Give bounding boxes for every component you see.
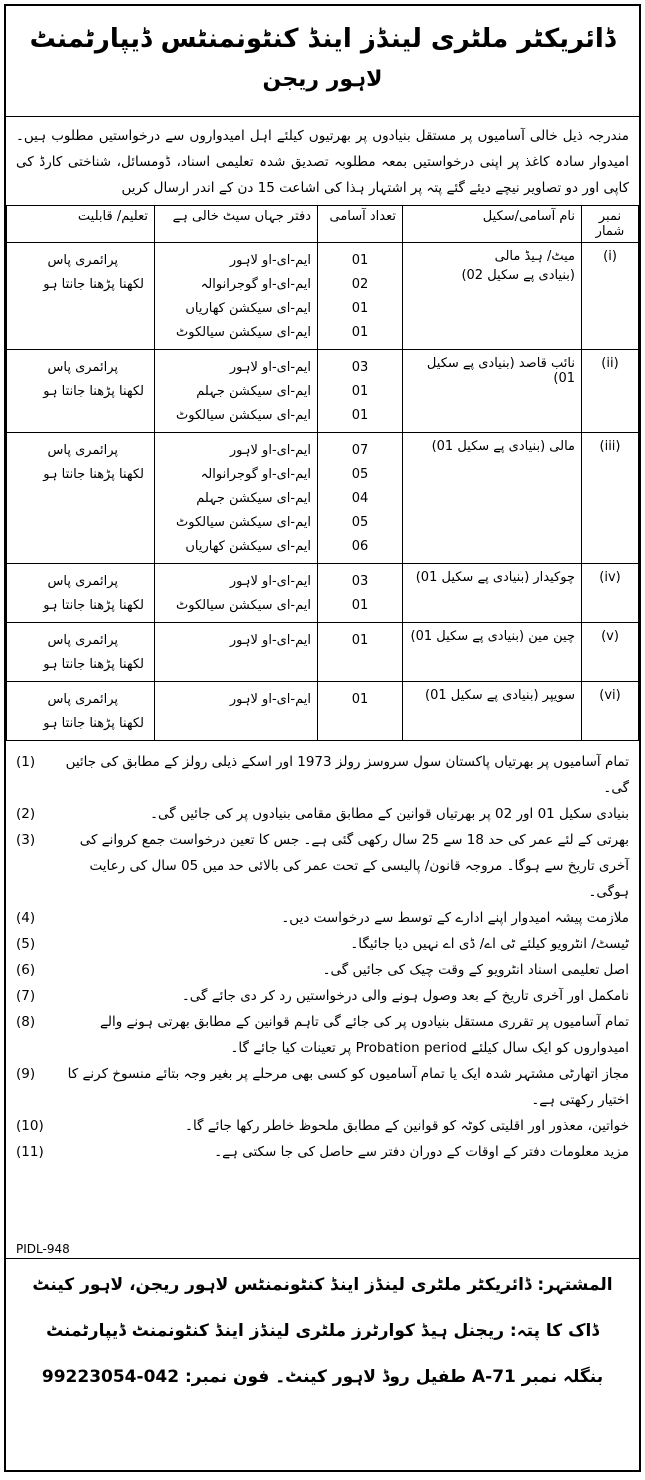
table-row [7, 350, 639, 433]
qualification-text: پرائمری پاس [47, 692, 118, 707]
note-number: (11) [16, 1144, 44, 1160]
qualification-text: پرائمری پاس [47, 253, 118, 268]
qualification-text: لکھنا پڑھنا جانتا ہو [43, 657, 144, 672]
count-value: 06 [351, 539, 369, 554]
qualification-text: پرائمری پاس [47, 574, 118, 589]
qualification-text: پرائمری پاس [47, 633, 118, 648]
advertiser-line: المشتہر: ڈائریکٹر ملٹری لینڈز اینڈ کنٹونمنٹس لاہور ریجن، لاہور کینٹ [32, 1275, 613, 1295]
post-cell [403, 243, 582, 350]
office-name: ایم-ای سیکشن سیالکوٹ [176, 515, 311, 530]
qualification-text: لکھنا پڑھنا جانتا ہو [43, 598, 144, 613]
office-name: ایم-ای-او لاہور [229, 692, 311, 707]
count-value: 05 [351, 467, 369, 482]
count-cell [318, 433, 403, 564]
count-value: 03 [351, 360, 369, 375]
qualification-cell [7, 682, 155, 741]
note-text: تمام آسامیوں پر بھرتیاں پاکستان سول سروسز رولز 1973 اور اسکے ذیلی رولز کے مطابق کی جائیں گی۔ [65, 754, 629, 796]
pidl-code: PIDL-948 [16, 1242, 70, 1256]
qualification-cell [7, 433, 155, 564]
note-item [16, 983, 629, 1009]
note-number: (1) [16, 754, 36, 770]
count-cell [318, 623, 403, 682]
vacancies-table [6, 205, 639, 741]
post-cell [403, 623, 582, 682]
note-text: ٹیسٹ/ انٹرویو کیلئے ٹی اے/ ڈی اے نہیں دیا جائیگا۔ [350, 936, 629, 952]
serial-cell: (vi) [582, 682, 639, 741]
note-item [16, 801, 629, 827]
post-name: چین مین (بنیادی پے سکیل 01) [410, 629, 575, 644]
office-name: ایم-ای-او لاہور [229, 360, 311, 375]
page-title: ڈائریکٹر ملٹری لینڈز اینڈ کنٹونمنٹس ڈیپارٹمنٹ [29, 24, 616, 54]
intro-paragraph: مندرجہ ذیل خالی آسامیوں پر مستقل بنیادوں پر بھرتیوں کیلئے اہل امیدواروں سے درخواستیں مطلوب ہیں۔ امیدوار سادہ کاغذ پر اپنی درخواستیں بمعہ مطلوبہ تصدیق شدہ تعلیمی اسناد، ڈومسائل، شناختی کارڈ کی کاپی اور دو تصاویر نیچے دیئے گئے پتہ پر اشتہار ہذا کی اشاعت 15 دن کے اندر ارسال کریں [16, 128, 629, 196]
post-name: چوکیدار (بنیادی پے سکیل 01) [415, 570, 575, 585]
count-cell [318, 350, 403, 433]
note-number: (3) [16, 832, 36, 848]
note-text: مزید معلومات دفتر کے اوقات کے دوران دفتر سے حاصل کی جا سکتی ہے۔ [214, 1144, 629, 1160]
table-row [7, 243, 639, 350]
count-cell [318, 564, 403, 623]
note-item [16, 957, 629, 983]
table-header-row [7, 206, 639, 243]
count-value: 07 [351, 443, 369, 458]
post-name: میٹ/ ہیڈ مالی [494, 249, 575, 264]
serial-cell: (v) [582, 623, 639, 682]
table-row [7, 682, 639, 741]
note-item [16, 931, 629, 957]
office-cell [155, 433, 318, 564]
post-cell [403, 564, 582, 623]
count-cell [318, 243, 403, 350]
office-name: ایم-ای سیکشن سیالکوٹ [176, 598, 311, 613]
note-number: (10) [16, 1118, 44, 1134]
note-text: تمام آسامیوں پر تقرری مستقل بنیادوں پر کی جائے گی تاہم قوانین کے مطابق بھرتی ہونے والے امیدواروں کو ایک سال کیلئے Probation period پر تعینات کیا جائے گا۔ [99, 1014, 629, 1056]
note-item [16, 1113, 629, 1139]
qualification-text: پرائمری پاس [47, 360, 118, 375]
note-number: (8) [16, 1014, 36, 1030]
post-cell [403, 682, 582, 741]
note-text: بھرتی کے لئے عمر کی حد 18 سے 25 سال رکھی گئی ہے۔ جس کا تعین درخواست جمع کروانے کی آخری تاریخ سے ہوگا۔ مروجہ قانون/ پالیسی کے تحت عمر کی بالائی حد میں 05 سال کی رعایت ہوگی۔ [79, 832, 629, 900]
advertisement-page [4, 4, 641, 1472]
notes-list [6, 741, 639, 1165]
office-name: ایم-ای-او گوجرانوالہ [200, 467, 311, 482]
serial-cell: (ii) [582, 350, 639, 433]
table-row [7, 433, 639, 564]
note-text: خواتین، معذور اور اقلیتی کوٹہ کو قوانین کے مطابق ملحوظ خاطر رکھا جائے گا۔ [185, 1118, 629, 1134]
office-name: ایم-ای سیکشن جہلم [196, 491, 311, 506]
header-qualification: تعلیم/ قابلیت [7, 206, 155, 243]
count-value: 04 [351, 491, 369, 506]
note-text: نامکمل اور آخری تاریخ کے بعد وصول ہونے والی درخواستیں رد کر دی جائے گی۔ [181, 988, 629, 1004]
note-number: (4) [16, 910, 36, 926]
office-cell [155, 243, 318, 350]
note-item [16, 905, 629, 931]
post-name: سویپر (بنیادی پے سکیل 01) [424, 688, 575, 703]
qualification-cell [7, 243, 155, 350]
office-name: ایم-ای-او لاہور [229, 253, 311, 268]
note-text: ملازمت پیشہ امیدوار اپنے ادارے کے توسط سے درخواست دیں۔ [281, 910, 629, 926]
office-name: ایم-ای-او لاہور [229, 633, 311, 648]
count-value: 02 [351, 277, 369, 292]
count-value: 03 [351, 574, 369, 589]
note-number: (6) [16, 962, 36, 978]
note-text: بنیادی سکیل 01 اور 02 پر بھرتیاں قوانین کے مطابق مقامی بنیادوں پر کی جائیں گی۔ [150, 806, 629, 822]
header-serial: نمبر شمار [582, 206, 639, 243]
address-phone-line: بنگلہ نمبر A-71 طفیل روڈ لاہور کینٹ۔ فون نمبر: 042-99223054 [41, 1367, 604, 1387]
post-scale: (بنیادی پے سکیل 02) [461, 268, 575, 283]
table-body [7, 243, 639, 741]
count-value: 01 [351, 253, 369, 268]
note-item [16, 1009, 629, 1061]
qualification-cell [7, 564, 155, 623]
note-number: (7) [16, 988, 36, 1004]
note-number: (9) [16, 1066, 36, 1082]
serial-cell: (i) [582, 243, 639, 350]
qualification-text: لکھنا پڑھنا جانتا ہو [43, 467, 144, 482]
serial-cell: (iv) [582, 564, 639, 623]
note-item [16, 749, 629, 801]
count-value: 01 [351, 633, 369, 648]
note-item [16, 1139, 629, 1165]
header-count: تعداد آسامی [318, 206, 403, 243]
count-value: 01 [351, 408, 369, 423]
note-text: مجاز اتھارٹی مشتہر شدہ ایک یا تمام آسامیوں کو کسی بھی مرحلے پر بغیر وجہ بتائے منسوخ کرنے کا اختیار رکھتی ہے۔ [67, 1066, 629, 1108]
qualification-cell [7, 350, 155, 433]
serial-cell: (iii) [582, 433, 639, 564]
office-name: ایم-ای سیکشن جہلم [196, 384, 311, 399]
post-name: نائب قاصد (بنیادی پے سکیل 01) [426, 356, 575, 386]
count-value: 01 [351, 301, 369, 316]
office-name: ایم-ای-او لاہور [229, 443, 311, 458]
note-number: (5) [16, 936, 36, 952]
qualification-cell [7, 623, 155, 682]
table-row [7, 623, 639, 682]
office-cell [155, 564, 318, 623]
header-office: دفتر جہاں سیٹ خالی ہے [155, 206, 318, 243]
note-item [16, 827, 629, 905]
footer [6, 1258, 639, 1397]
office-name: ایم-ای-او لاہور [229, 574, 311, 589]
count-value: 01 [351, 598, 369, 613]
count-value: 01 [351, 384, 369, 399]
postal-address-line: ڈاک کا پتہ: ریجنل ہیڈ کوارٹرز ملٹری لینڈز اینڈ کنٹونمنٹ ڈیپارٹمنٹ [46, 1321, 599, 1341]
note-item [16, 1061, 629, 1113]
post-name: مالی (بنیادی پے سکیل 01) [431, 439, 575, 454]
office-cell [155, 350, 318, 433]
office-name: ایم-ای-او گوجرانوالہ [200, 277, 311, 292]
post-cell [403, 433, 582, 564]
note-text: اصل تعلیمی اسناد انٹرویو کے وقت چیک کی جائیں گی۔ [322, 962, 629, 978]
note-number: (2) [16, 806, 36, 822]
office-name: ایم-ای سیکشن سیالکوٹ [176, 325, 311, 340]
qualification-text: لکھنا پڑھنا جانتا ہو [43, 716, 144, 731]
qualification-text: پرائمری پاس [47, 443, 118, 458]
header-post: نام آسامی/سکیل [403, 206, 582, 243]
qualification-text: لکھنا پڑھنا جانتا ہو [43, 384, 144, 399]
qualification-text: لکھنا پڑھنا جانتا ہو [43, 277, 144, 292]
count-value: 05 [351, 515, 369, 530]
count-cell [318, 682, 403, 741]
office-cell [155, 623, 318, 682]
office-name: ایم-ای سیکشن کھاریاں [185, 301, 311, 316]
office-name: ایم-ای سیکشن سیالکوٹ [176, 408, 311, 423]
count-value: 01 [351, 325, 369, 340]
table-row [7, 564, 639, 623]
office-cell [155, 682, 318, 741]
region-title: لاہور ریجن [262, 67, 383, 93]
post-cell [403, 350, 582, 433]
count-value: 01 [351, 692, 369, 707]
office-name: ایم-ای سیکشن کھاریاں [185, 539, 311, 554]
header [6, 6, 639, 117]
